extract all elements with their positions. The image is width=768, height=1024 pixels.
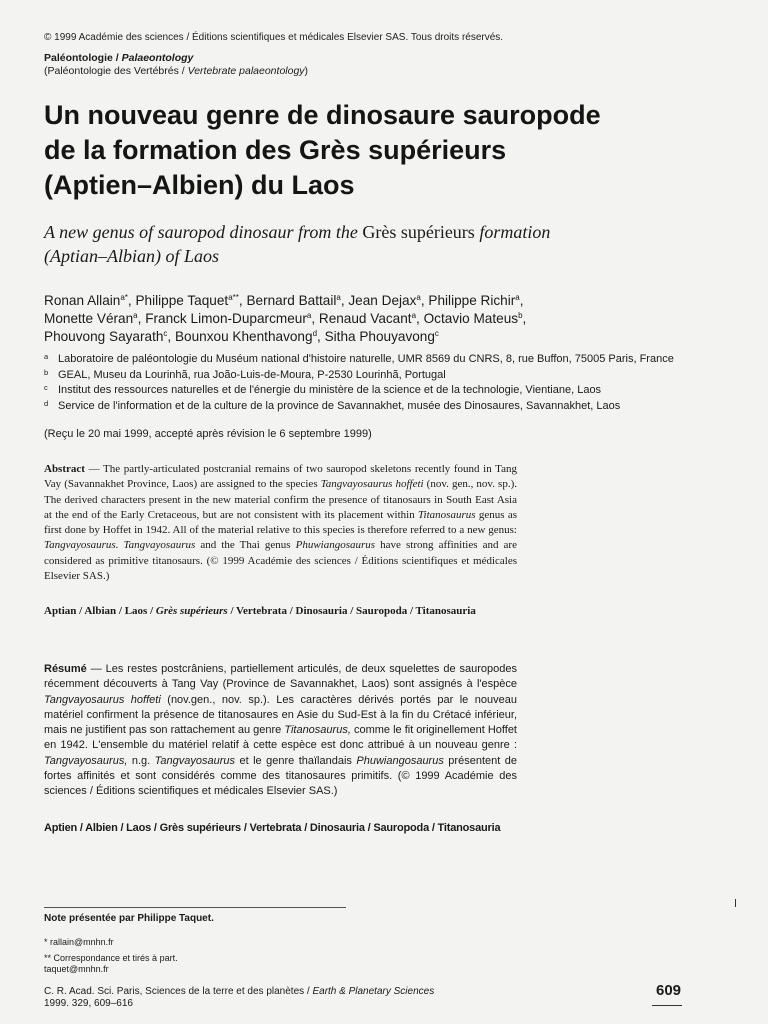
article-title [44, 98, 684, 203]
author: Octavio Mateus$^b$, [423, 311, 527, 326]
author-list [44, 292, 694, 346]
subtitle-part-a: A new genus of sauropod dinosaur from the [44, 222, 358, 242]
author: Renaud Vacant$^a$, [318, 311, 424, 326]
affiliation-c: c Institut des ressources naturelles et de l'énergie du ministère de la science et de la technologie, Vientiane, Laos [44, 383, 602, 396]
author: Ronan Allain$^{a*}$, [44, 293, 136, 308]
section-en: Palaeontology [121, 52, 194, 64]
presented-by-note: Note présentée par Philippe Taquet. [44, 913, 214, 924]
author: Phouvong Sayarath$^c$, [44, 329, 175, 344]
margin-tick [735, 899, 736, 907]
footnote-correspondence: ** Correspondance et tirés à part. [44, 953, 178, 963]
subtitle-part-d: (Aptian–Albian) of Laos [44, 246, 219, 266]
author-line-3 [44, 328, 694, 346]
title-line-2: de la formation des Grès supérieurs [44, 135, 507, 165]
section-sep: / [112, 52, 122, 64]
subtitle-part-b: Grès supérieurs [357, 222, 480, 242]
section-heading [44, 52, 308, 78]
subtitle-part-c: formation [479, 222, 551, 242]
author-line-1 [44, 292, 694, 310]
affiliation-a: a Laboratoire de paléontologie du Muséum national d'histoire naturelle, UMR 8569 du CNRS, 8, rue Buffon, 75005 Paris, France [44, 352, 674, 365]
title-line-3: (Aptien–Albien) du Laos [44, 170, 355, 200]
page-number-rule [652, 1005, 682, 1006]
section-fr: Paléontologie [44, 52, 113, 64]
journal-volume: 1999. 329, 609–616 [44, 998, 133, 1009]
page-number: 609 [656, 982, 682, 999]
affiliation-d: d Service de l'information et de la culture de la province de Savannakhet, musée des Dinosaures, Savannakhet, Laos [44, 398, 621, 412]
section-sub-en: Vertebrate palaeontology [187, 65, 305, 77]
author: Philippe Taquet$^{a**}$, [135, 293, 247, 308]
section-sub-fr: (Paléontologie des Vertébrés / [44, 65, 188, 77]
english-title [44, 220, 684, 268]
received-dates: (Reçu le 20 mai 1999, accepté après révision le 6 septembre 1999) [44, 428, 372, 440]
affiliations [44, 352, 744, 414]
footnote-divider [44, 907, 346, 908]
section-title [44, 52, 308, 65]
keywords-english: Aptian / Albian / Laos / Grès supérieurs / Vertebrata / Dinosauria / Sauropoda / Titanosauria [44, 605, 476, 617]
section-subtitle [44, 65, 308, 78]
abstract: Abstract — The partly-articulated postcranial remains of two sauropod skeletons recently found in Tang Vay (Savannakhet Province, Laos) are assigned to the species Tangvayosaurus hoffeti (nov. gen., nov. sp.). The derived characters present in the new material confirm the presence of titanosaurs in South East Asia at the end of the Early Cretaceous, but are not consistent with its placement within Titanosaurus genus as first done by Hoffet in 1942. All of the material relative to this species is therefore referred to a new genus: Tangvayosaurus. Tangvayosaurus and the Thai genus Phuwiangosaurus have strong affinities and are considered as primitive titanosaurs. (© 1999 Académie des sciences / Éditions scientifiques et médicales Elsevier SAS.) [44, 463, 518, 583]
keywords-french: Aptien / Albien / Laos / Grès supérieurs / Vertebrata / Dinosauria / Sauropoda / Titanosauria [44, 822, 501, 834]
copyright-line: © 1999 Académie des sciences / Éditions scientifiques et médicales Elsevier SAS. Tous droits réservés. [44, 32, 504, 43]
title-line-1: Un nouveau genre de dinosaure sauropode [44, 100, 601, 130]
author: Monette Véran$^a$, [44, 311, 146, 326]
author: Bernard Battail$^a$, [246, 293, 349, 308]
author: Franck Limon-Duparcmeur$^a$, [145, 311, 319, 326]
resume-label: Résumé [44, 663, 87, 675]
affiliation-b: b GEAL, Museu da Lourinhã, rua João-Luis-de-Moura, P-2530 Lourinhã, Portugal [44, 367, 446, 381]
footnote-email-1: * rallain@mnhn.fr [44, 937, 114, 947]
section-sub-close: ) [304, 65, 309, 77]
abstract-label: Abstract [44, 463, 85, 475]
journal-name-en: Earth & Planetary Sciences [312, 986, 435, 997]
author: Philippe Richir$^a$, [428, 293, 524, 308]
resume-french: Résumé — Les restes postcrâniens, partiellement articulés, de deux squelettes de sauropodes récemment découverts à Tang Vay (Province de Savannakhet, Laos) sont assignés à l'espèce Tangvayosaurus hoffeti (nov.gen., nov. sp.). Les caractères dérivés portés par le nouveau matériel confirment la présence de titanosaures en Asie du Sud-Est à la fin du Crétacé inférieur, mais ne justifient pas son rattachement au genre Titanosaurus, comme le fit originellement Hoffet en 1942. L'ensemble du matériel relatif à cette espèce est donc attribué à un nouveau genre : Tangvayosaurus, n.g. Tangvayosaurus et le genre thaïlandais Phuwiangosaurus présentent de fortes affinités et sont considérés comme des titanosaures primitifs. (© 1999 Académie des sciences / Éditions scientifiques et médicales Elsevier SAS.) [44, 663, 517, 798]
journal-footer [44, 986, 434, 1010]
author: Bounxou Khenthavong$^d$, [174, 329, 325, 344]
author: Jean Dejax$^a$, [348, 293, 429, 308]
journal-name: C. R. Acad. Sci. Paris, Sciences de la terre et des planètes / [44, 986, 313, 997]
author-line-2 [44, 310, 694, 328]
footnote-email-2: taquet@mnhn.fr [44, 964, 109, 974]
author: Sitha Phouyavong$^c$ [324, 329, 439, 344]
